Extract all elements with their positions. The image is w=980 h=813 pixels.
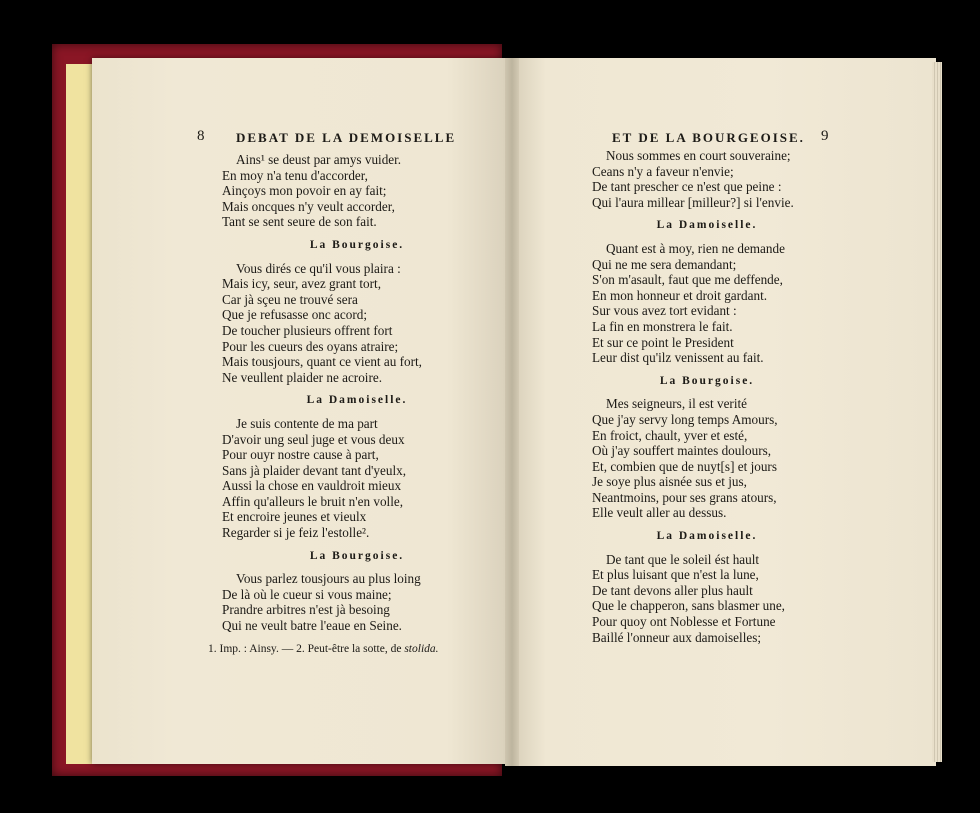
verse-line: Qui l'aura millear [milleur?] si l'envie. — [592, 194, 794, 210]
verse-line: En froict, chault, yver et esté, — [592, 427, 748, 443]
verse-stanza — [222, 416, 492, 541]
verse-line: D'avoir ung seul juge et vous deux — [222, 431, 405, 447]
speaker-heading: La Bourgoise. — [309, 549, 405, 562]
footnote — [208, 643, 439, 655]
verse-line: Ainçoys mon povoir en ay fait; — [222, 183, 387, 199]
verse-line: Ne veullent plaider ne acroire. — [222, 369, 383, 385]
verse-line: Je soye plus aisnée sus et jus, — [592, 474, 747, 490]
verse-stanza — [592, 241, 822, 366]
verse-line: Tant se sent seure de son fait. — [222, 214, 377, 230]
verse-line: Car jà sçeu ne trouvé sera — [222, 291, 358, 307]
verse-line: Sur vous avez tort evidant : — [592, 303, 737, 319]
verse-line: De tant prescher ce n'est que peine : — [592, 179, 782, 195]
right-page-text — [592, 148, 822, 645]
verse-line: De tant que le soleil ést hault — [606, 551, 760, 567]
verse-line: Mais oncques n'y veult accorder, — [222, 198, 395, 214]
verse-line: S'on m'asault, faut que me deffende, — [592, 272, 783, 288]
verse-line: Elle veult aller au dessus. — [592, 505, 727, 521]
verse-line: De toucher plusieurs offrent fort — [222, 322, 393, 338]
verse-line: De tant devons aller plus hault — [592, 582, 753, 598]
verse-line: Quant est à moy, rien ne demande — [606, 240, 785, 256]
page-edges — [932, 62, 942, 762]
right-page-number: 9 — [821, 128, 829, 144]
footnote-italic: stolida. — [404, 643, 439, 655]
footnote-text: 1. Imp. : Ainsy. — 2. Peut-être la sotte, de — [208, 643, 402, 655]
verse-line: Qui ne veult batre l'eaue en Seine. — [222, 618, 402, 634]
verse-line: Leur dist qu'ilz venissent au fait. — [592, 350, 764, 366]
verse-line: Ains¹ se deust par amys vuider. — [236, 152, 402, 167]
verse-line: Neantmoins, pour ses grans atours, — [592, 489, 777, 505]
verse-stanza — [592, 148, 822, 210]
verse-line: Regarder si je feiz l'estolle². — [222, 525, 370, 541]
verse-line: Pour ouyr nostre cause à part, — [222, 447, 379, 463]
verse-line: Mais tousjours, quant ce vient au fort, — [222, 354, 422, 370]
verse-line: Que j'ay servy long temps Amours, — [592, 411, 778, 427]
verse-line: En mon honneur et droit gardant. — [592, 287, 768, 303]
verse-stanza — [222, 152, 492, 230]
verse-line: Où j'ay souffert maintes doulours, — [592, 443, 772, 459]
verse-line: Vous dirés ce qu'il vous plaira : — [236, 260, 401, 276]
left-running-head: DEBAT DE LA DEMOISELLE — [236, 130, 457, 145]
left-page-text — [222, 152, 492, 634]
verse-line: Et sur ce point le President — [592, 334, 734, 350]
verse-line: En moy n'a tenu d'accorder, — [222, 167, 368, 183]
verse-line: Que je refusasse onc acord; — [222, 307, 367, 323]
verse-line: Prandre arbitres n'est jà besoing — [222, 602, 390, 618]
verse-line: Affin qu'alleurs le bruit n'en volle, — [222, 493, 404, 509]
speaker-heading: La Bourgoise. — [309, 238, 405, 251]
verse-line: Nous sommes en court souveraine; — [606, 148, 791, 163]
verse-line: De là où le cueur si vous maine; — [222, 586, 392, 602]
verse-line: Que le chapperon, sans blasmer une, — [592, 598, 785, 614]
verse-line: Mes seigneurs, il est verité — [606, 396, 747, 412]
verse-line: La fin en monstrera le fait. — [592, 318, 733, 334]
verse-line: Baillé l'onneur aux damoiselles; — [592, 629, 762, 645]
verse-line: Qui ne me sera demandant; — [592, 256, 737, 272]
verse-stanza — [592, 396, 822, 521]
verse-line: Pour les cueurs des oyans atraire; — [222, 338, 399, 354]
verse-stanza — [592, 552, 822, 646]
verse-line: Ceans n'y a faveur n'envie; — [592, 163, 734, 179]
verse-line: Vous parlez tousjours au plus loing — [236, 571, 421, 587]
verse-line: Sans jà plaider devant tant d'yeulx, — [222, 462, 407, 478]
verse-stanza — [222, 261, 492, 386]
speaker-heading: La Damoiselle. — [306, 394, 408, 407]
verse-line: Mais icy, seur, avez grant tort, — [222, 276, 382, 292]
speaker-heading: La Bourgoise. — [659, 374, 755, 387]
book-gutter — [505, 58, 519, 766]
verse-stanza — [222, 571, 492, 633]
speaker-heading: La Damoiselle. — [656, 219, 758, 232]
verse-line: Aussi la chose en vauldroit mieux — [222, 478, 402, 494]
verse-line: Et plus luisant que n'est la lune, — [592, 567, 759, 583]
verse-line: Et, combien que de nuyt[s] et jours — [592, 458, 777, 474]
right-running-head: ET DE LA BOURGEOISE. — [612, 130, 805, 145]
left-page-number: 8 — [197, 128, 205, 144]
verse-line: Je suis contente de ma part — [236, 415, 378, 431]
verse-line: Et encroire jeunes et vieulx — [222, 509, 367, 525]
speaker-heading: La Damoiselle. — [656, 530, 758, 543]
verse-line: Pour quoy ont Noblesse et Fortune — [592, 614, 776, 630]
